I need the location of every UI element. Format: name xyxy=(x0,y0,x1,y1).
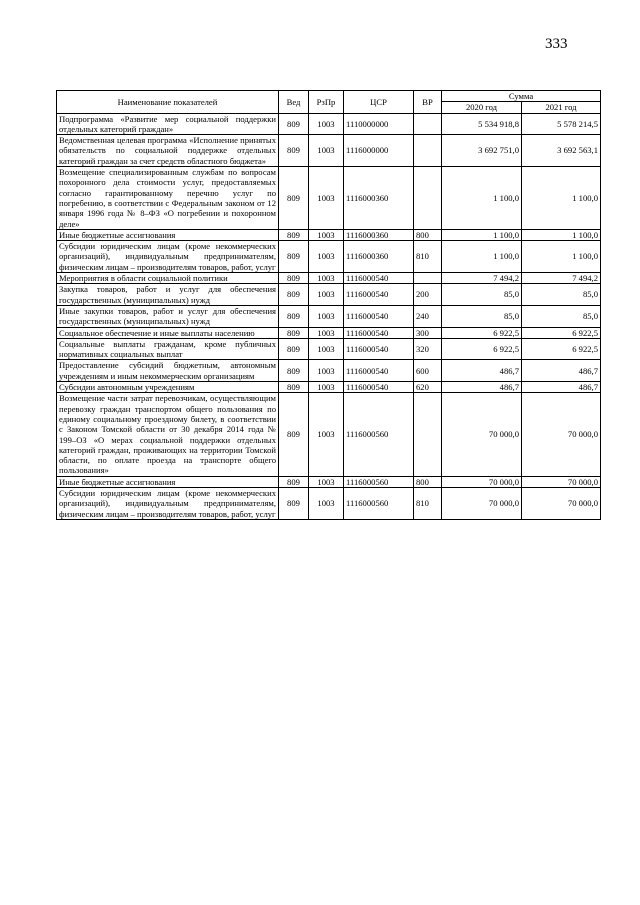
cell-csr: 1116000540 xyxy=(344,338,414,360)
cell-vr: 810 xyxy=(414,487,442,519)
cell-vr: 200 xyxy=(414,284,442,306)
cell-rzpr: 1003 xyxy=(309,360,344,382)
cell-2021: 5 578 214,5 xyxy=(522,113,601,135)
cell-csr: 1116000540 xyxy=(344,360,414,382)
cell-ved: 809 xyxy=(279,284,309,306)
cell-2020: 6 922,5 xyxy=(442,338,522,360)
cell-vr xyxy=(414,135,442,167)
cell-rzpr: 1003 xyxy=(309,393,344,476)
cell-rzpr: 1003 xyxy=(309,229,344,240)
cell-rzpr: 1003 xyxy=(309,305,344,327)
cell-vr: 320 xyxy=(414,338,442,360)
cell-2021: 85,0 xyxy=(522,284,601,306)
cell-rzpr: 1003 xyxy=(309,241,344,273)
cell-name: Подпрограмма «Развитие мер социальной поддержки отдельных категорий граждан» xyxy=(57,113,279,135)
cell-2021: 486,7 xyxy=(522,382,601,393)
cell-2020: 1 100,0 xyxy=(442,167,522,230)
cell-vr xyxy=(414,167,442,230)
cell-2021: 1 100,0 xyxy=(522,241,601,273)
table-row xyxy=(57,284,601,306)
cell-name: Возмещение специализированным службам по вопросам похоронного дела стоимости услуг, предоставляемых согласно гарантированному перечню услуг по погребению, в соответствии с Федеральным законом от 12 января 1996 года № 8–ФЗ «О погребении и похоронном деле» xyxy=(57,167,279,230)
cell-vr xyxy=(414,393,442,476)
cell-rzpr: 1003 xyxy=(309,487,344,519)
table-row xyxy=(57,135,601,167)
cell-csr: 1116000540 xyxy=(344,327,414,338)
table-row xyxy=(57,113,601,135)
header-vr: ВР xyxy=(414,91,442,114)
header-ved: Вед xyxy=(279,91,309,114)
cell-2021: 7 494,2 xyxy=(522,273,601,284)
cell-ved: 809 xyxy=(279,360,309,382)
cell-name: Возмещение части затрат перевозчикам, осуществляющим перевозку граждан транспортом общего пользования по единому социальному проездному билету, в соответствии с Законом Томской области от 30 декабря 2014 года № 199–ОЗ «О мерах социальной поддержки отдельных категорий граждан, проживающих на территории Томской области, по оплате проезда на транспорте общего пользования» xyxy=(57,393,279,476)
cell-ved: 809 xyxy=(279,167,309,230)
cell-name: Социальные выплаты гражданам, кроме публичных нормативных социальных выплат xyxy=(57,338,279,360)
cell-vr: 300 xyxy=(414,327,442,338)
header-rzpr: РзПр xyxy=(309,91,344,114)
cell-2021: 1 100,0 xyxy=(522,229,601,240)
cell-ved: 809 xyxy=(279,229,309,240)
header-sum: Сумма xyxy=(442,91,601,102)
cell-2020: 486,7 xyxy=(442,360,522,382)
cell-rzpr: 1003 xyxy=(309,113,344,135)
cell-csr: 1116000540 xyxy=(344,305,414,327)
cell-vr: 800 xyxy=(414,476,442,487)
header-csr: ЦСР xyxy=(344,91,414,114)
cell-name: Субсидии юридическим лицам (кроме некоммерческих организаций), индивидуальным предпринимателям, физическим лицам – производителям товаров, работ, услуг xyxy=(57,487,279,519)
cell-2021: 70 000,0 xyxy=(522,476,601,487)
cell-rzpr: 1003 xyxy=(309,284,344,306)
table-row xyxy=(57,241,601,273)
cell-2020: 1 100,0 xyxy=(442,241,522,273)
cell-name: Закупка товаров, работ и услуг для обеспечения государственных (муниципальных) нужд xyxy=(57,284,279,306)
header-2021: 2021 год xyxy=(522,102,601,113)
cell-csr: 1116000360 xyxy=(344,167,414,230)
table-row xyxy=(57,305,601,327)
cell-name: Ведомственная целевая программа «Исполнение принятых обязательств по социальной поддержке отдельных категорий граждан за счет средств областного бюджета» xyxy=(57,135,279,167)
cell-name: Предоставление субсидий бюджетным, автономным учреждениям и иным некоммерческим организациям xyxy=(57,360,279,382)
cell-vr: 800 xyxy=(414,229,442,240)
budget-table xyxy=(56,90,601,520)
cell-ved: 809 xyxy=(279,393,309,476)
table-header xyxy=(57,91,601,114)
cell-csr: 1110000000 xyxy=(344,113,414,135)
cell-csr: 1116000000 xyxy=(344,135,414,167)
cell-2021: 70 000,0 xyxy=(522,393,601,476)
cell-name: Субсидии автономным учреждениям xyxy=(57,382,279,393)
table-row xyxy=(57,273,601,284)
cell-2020: 70 000,0 xyxy=(442,487,522,519)
cell-ved: 809 xyxy=(279,487,309,519)
cell-2020: 486,7 xyxy=(442,382,522,393)
cell-2021: 6 922,5 xyxy=(522,338,601,360)
cell-csr: 1116000360 xyxy=(344,229,414,240)
cell-name: Иные бюджетные ассигнования xyxy=(57,476,279,487)
cell-2020: 85,0 xyxy=(442,305,522,327)
cell-2020: 70 000,0 xyxy=(442,476,522,487)
cell-vr: 600 xyxy=(414,360,442,382)
cell-2021: 3 692 563,1 xyxy=(522,135,601,167)
cell-2020: 5 534 918,8 xyxy=(442,113,522,135)
cell-name: Мероприятия в области социальной политики xyxy=(57,273,279,284)
cell-rzpr: 1003 xyxy=(309,338,344,360)
cell-2020: 85,0 xyxy=(442,284,522,306)
cell-vr: 240 xyxy=(414,305,442,327)
cell-ved: 809 xyxy=(279,338,309,360)
table-row xyxy=(57,338,601,360)
cell-rzpr: 1003 xyxy=(309,327,344,338)
table-row xyxy=(57,360,601,382)
cell-vr: 620 xyxy=(414,382,442,393)
cell-2020: 70 000,0 xyxy=(442,393,522,476)
cell-2021: 70 000,0 xyxy=(522,487,601,519)
cell-ved: 809 xyxy=(279,382,309,393)
cell-ved: 809 xyxy=(279,476,309,487)
table-row xyxy=(57,167,601,230)
cell-csr: 1116000540 xyxy=(344,273,414,284)
cell-rzpr: 1003 xyxy=(309,273,344,284)
cell-csr: 1116000540 xyxy=(344,382,414,393)
cell-ved: 809 xyxy=(279,113,309,135)
table-row xyxy=(57,229,601,240)
table-row xyxy=(57,382,601,393)
table-row xyxy=(57,487,601,519)
cell-rzpr: 1003 xyxy=(309,135,344,167)
cell-ved: 809 xyxy=(279,135,309,167)
cell-ved: 809 xyxy=(279,327,309,338)
table-row xyxy=(57,476,601,487)
cell-rzpr: 1003 xyxy=(309,476,344,487)
cell-vr xyxy=(414,113,442,135)
cell-2020: 6 922,5 xyxy=(442,327,522,338)
cell-ved: 809 xyxy=(279,305,309,327)
cell-vr xyxy=(414,273,442,284)
cell-rzpr: 1003 xyxy=(309,382,344,393)
cell-2020: 3 692 751,0 xyxy=(442,135,522,167)
table-row xyxy=(57,327,601,338)
page-number: 333 xyxy=(545,36,568,52)
table-body xyxy=(57,113,601,519)
cell-name: Социальное обеспечение и иные выплаты населению xyxy=(57,327,279,338)
cell-csr: 1116000560 xyxy=(344,476,414,487)
cell-csr: 1116000560 xyxy=(344,393,414,476)
cell-csr: 1116000540 xyxy=(344,284,414,306)
cell-2021: 6 922,5 xyxy=(522,327,601,338)
cell-ved: 809 xyxy=(279,241,309,273)
cell-name: Иные бюджетные ассигнования xyxy=(57,229,279,240)
cell-csr: 1116000560 xyxy=(344,487,414,519)
cell-2021: 1 100,0 xyxy=(522,167,601,230)
cell-name: Иные закупки товаров, работ и услуг для обеспечения государственных (муниципальных) нужд xyxy=(57,305,279,327)
cell-ved: 809 xyxy=(279,273,309,284)
cell-2021: 85,0 xyxy=(522,305,601,327)
header-2020: 2020 год xyxy=(442,102,522,113)
cell-2020: 1 100,0 xyxy=(442,229,522,240)
cell-csr: 1116000360 xyxy=(344,241,414,273)
table-row xyxy=(57,393,601,476)
cell-vr: 810 xyxy=(414,241,442,273)
cell-2020: 7 494,2 xyxy=(442,273,522,284)
cell-rzpr: 1003 xyxy=(309,167,344,230)
cell-name: Субсидии юридическим лицам (кроме некоммерческих организаций), индивидуальным предпринимателям, физическим лицам – производителям товаров, работ, услуг xyxy=(57,241,279,273)
cell-2021: 486,7 xyxy=(522,360,601,382)
header-name: Наименование показателей xyxy=(57,91,279,114)
